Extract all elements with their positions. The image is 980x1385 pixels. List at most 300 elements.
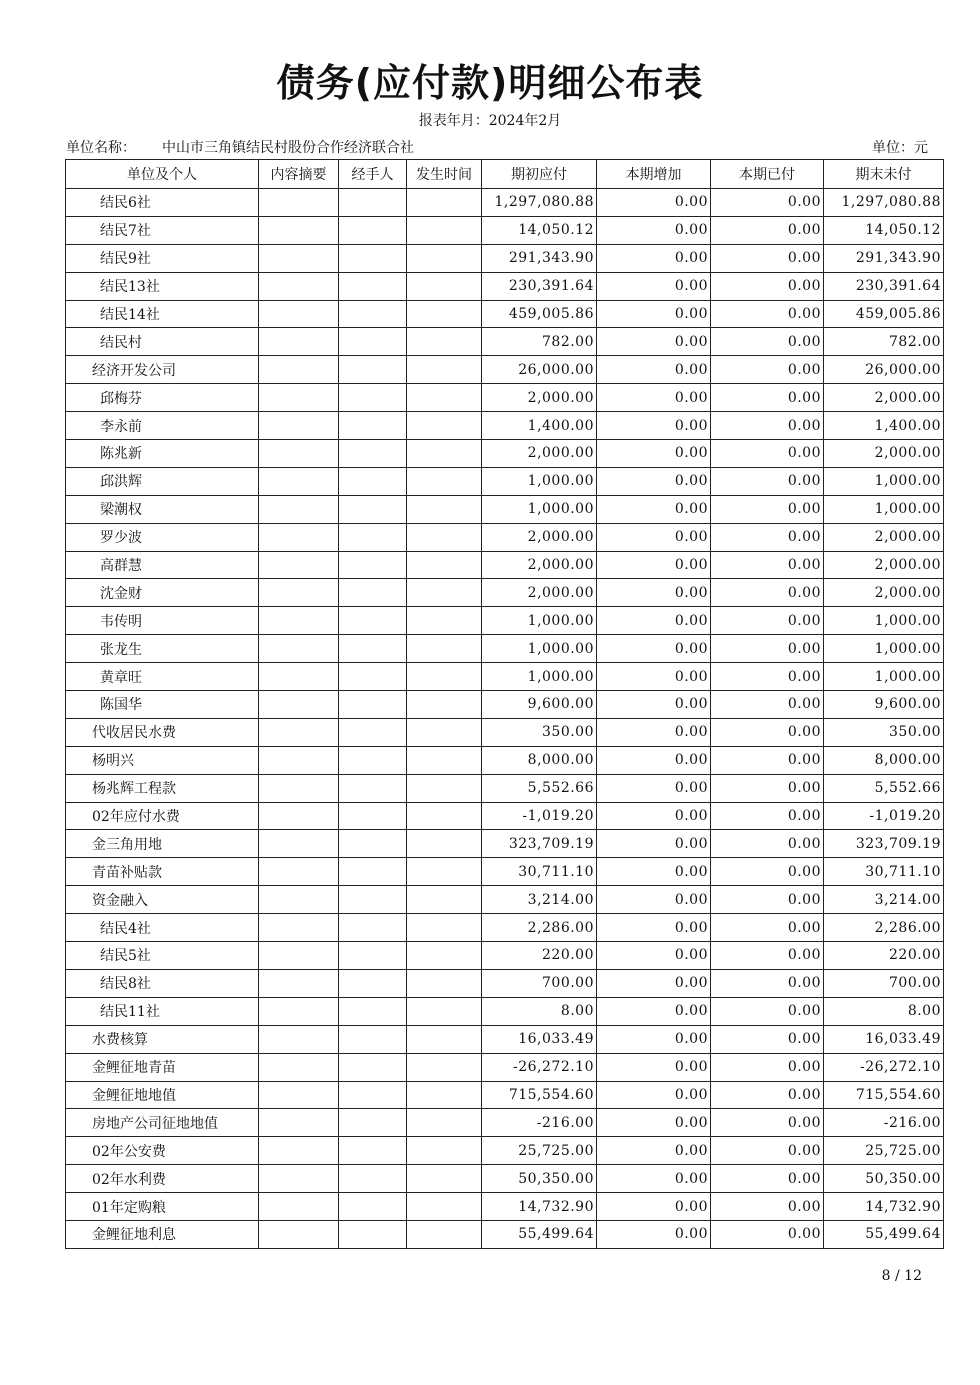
handler-cell xyxy=(339,969,407,997)
date-cell xyxy=(407,802,482,830)
opening-cell: 1,000.00 xyxy=(482,607,597,635)
name-cell xyxy=(66,495,259,523)
summary-cell xyxy=(259,1081,339,1109)
name-cell xyxy=(66,607,259,635)
summary-cell xyxy=(259,774,339,802)
party-name: 结民9社 xyxy=(100,251,151,268)
table-row xyxy=(66,495,944,523)
name-cell xyxy=(66,942,259,970)
table-row xyxy=(66,997,944,1025)
handler-cell xyxy=(339,1025,407,1053)
date-cell xyxy=(407,495,482,523)
increase-cell: 0.00 xyxy=(597,1025,711,1053)
handler-cell xyxy=(339,691,407,719)
paid-cell: 0.00 xyxy=(711,1109,824,1137)
increase-cell: 0.00 xyxy=(597,635,711,663)
date-cell xyxy=(407,691,482,719)
table-row xyxy=(66,914,944,942)
handler-cell xyxy=(339,802,407,830)
closing-cell: 30,711.10 xyxy=(824,858,944,886)
summary-cell xyxy=(259,718,339,746)
increase-cell: 0.00 xyxy=(597,942,711,970)
closing-cell: 2,000.00 xyxy=(824,551,944,579)
closing-cell: 2,000.00 xyxy=(824,523,944,551)
party-name: 金三角用地 xyxy=(92,836,162,853)
paid-cell: 0.00 xyxy=(711,1025,824,1053)
col-header-date: 发生时间 xyxy=(407,160,482,189)
party-name: 黄章旺 xyxy=(100,669,142,686)
opening-cell: 1,000.00 xyxy=(482,663,597,691)
col-header-opening: 期初应付 xyxy=(482,160,597,189)
table-row xyxy=(66,858,944,886)
paid-cell: 0.00 xyxy=(711,440,824,468)
paid-cell: 0.00 xyxy=(711,886,824,914)
handler-cell xyxy=(339,718,407,746)
closing-cell: 16,033.49 xyxy=(824,1025,944,1053)
currency-unit: 单位：元 xyxy=(872,140,928,156)
name-cell xyxy=(66,1137,259,1165)
unit-name-label: 单位名称： xyxy=(66,140,136,156)
summary-cell xyxy=(259,914,339,942)
date-cell xyxy=(407,746,482,774)
name-cell xyxy=(66,858,259,886)
name-cell xyxy=(66,440,259,468)
opening-cell: 1,297,080.88 xyxy=(482,189,597,217)
increase-cell: 0.00 xyxy=(597,663,711,691)
table-row xyxy=(66,774,944,802)
handler-cell xyxy=(339,300,407,328)
paid-cell: 0.00 xyxy=(711,579,824,607)
increase-cell: 0.00 xyxy=(597,356,711,384)
increase-cell: 0.00 xyxy=(597,244,711,272)
table-row xyxy=(66,440,944,468)
paid-cell: 0.00 xyxy=(711,356,824,384)
summary-cell xyxy=(259,551,339,579)
summary-cell xyxy=(259,356,339,384)
opening-cell: 291,343.90 xyxy=(482,244,597,272)
handler-cell xyxy=(339,1053,407,1081)
col-header-party: 单位及个人 xyxy=(66,160,259,189)
paid-cell: 0.00 xyxy=(711,1053,824,1081)
party-name: 代收居民水费 xyxy=(92,725,176,742)
name-cell xyxy=(66,830,259,858)
name-cell xyxy=(66,691,259,719)
name-cell xyxy=(66,1109,259,1137)
increase-cell: 0.00 xyxy=(597,914,711,942)
increase-cell: 0.00 xyxy=(597,467,711,495)
paid-cell: 0.00 xyxy=(711,718,824,746)
closing-cell: 2,000.00 xyxy=(824,384,944,412)
name-cell xyxy=(66,412,259,440)
increase-cell: 0.00 xyxy=(597,1053,711,1081)
opening-cell: 1,000.00 xyxy=(482,635,597,663)
summary-cell xyxy=(259,802,339,830)
opening-cell: 1,000.00 xyxy=(482,495,597,523)
page-title: 债务(应付款)明细公布表 xyxy=(276,61,704,105)
opening-cell: 2,000.00 xyxy=(482,523,597,551)
closing-cell: 14,732.90 xyxy=(824,1193,944,1221)
summary-cell xyxy=(259,272,339,300)
summary-cell xyxy=(259,523,339,551)
table-row xyxy=(66,328,944,356)
paid-cell: 0.00 xyxy=(711,746,824,774)
closing-cell: 1,000.00 xyxy=(824,635,944,663)
closing-cell: 1,000.00 xyxy=(824,607,944,635)
increase-cell: 0.00 xyxy=(597,830,711,858)
closing-cell: 700.00 xyxy=(824,969,944,997)
table-row xyxy=(66,412,944,440)
summary-cell xyxy=(259,244,339,272)
table-row xyxy=(66,244,944,272)
party-name: 水费核算 xyxy=(92,1032,148,1049)
opening-cell: 350.00 xyxy=(482,718,597,746)
date-cell xyxy=(407,718,482,746)
name-cell xyxy=(66,802,259,830)
paid-cell: 0.00 xyxy=(711,551,824,579)
opening-cell: 50,350.00 xyxy=(482,1165,597,1193)
paid-cell: 0.00 xyxy=(711,1193,824,1221)
increase-cell: 0.00 xyxy=(597,802,711,830)
table-row xyxy=(66,691,944,719)
summary-cell xyxy=(259,830,339,858)
table-row xyxy=(66,663,944,691)
increase-cell: 0.00 xyxy=(597,1193,711,1221)
closing-cell: -216.00 xyxy=(824,1109,944,1137)
party-name: 结民14社 xyxy=(100,307,160,323)
name-cell xyxy=(66,551,259,579)
opening-cell: 1,000.00 xyxy=(482,467,597,495)
date-cell xyxy=(407,830,482,858)
summary-cell xyxy=(259,997,339,1025)
closing-cell: 1,000.00 xyxy=(824,663,944,691)
name-cell xyxy=(66,997,259,1025)
opening-cell: 5,552.66 xyxy=(482,774,597,802)
summary-cell xyxy=(259,607,339,635)
increase-cell: 0.00 xyxy=(597,997,711,1025)
increase-cell: 0.00 xyxy=(597,1220,711,1248)
opening-cell: 14,050.12 xyxy=(482,216,597,244)
handler-cell xyxy=(339,942,407,970)
increase-cell: 0.00 xyxy=(597,384,711,412)
handler-cell xyxy=(339,1137,407,1165)
closing-cell: 459,005.86 xyxy=(824,300,944,328)
opening-cell: 9,600.00 xyxy=(482,691,597,719)
paid-cell: 0.00 xyxy=(711,914,824,942)
increase-cell: 0.00 xyxy=(597,774,711,802)
date-cell xyxy=(407,1025,482,1053)
closing-cell: 55,499.64 xyxy=(824,1220,944,1248)
opening-cell: 8.00 xyxy=(482,997,597,1025)
closing-cell: 291,343.90 xyxy=(824,244,944,272)
party-name: 02年水利费 xyxy=(92,1171,166,1188)
increase-cell: 0.00 xyxy=(597,858,711,886)
date-cell xyxy=(407,1081,482,1109)
paid-cell: 0.00 xyxy=(711,942,824,970)
opening-cell: 2,286.00 xyxy=(482,914,597,942)
paid-cell: 0.00 xyxy=(711,802,824,830)
party-name: 02年公安费 xyxy=(92,1143,166,1160)
summary-cell xyxy=(259,1165,339,1193)
name-cell xyxy=(66,1025,259,1053)
opening-cell: 700.00 xyxy=(482,969,597,997)
opening-cell: 230,391.64 xyxy=(482,272,597,300)
summary-cell xyxy=(259,1193,339,1221)
date-cell xyxy=(407,412,482,440)
summary-cell xyxy=(259,1220,339,1248)
party-name: 陈兆新 xyxy=(100,446,142,463)
summary-cell xyxy=(259,969,339,997)
summary-cell xyxy=(259,886,339,914)
party-name: 经济开发公司 xyxy=(92,362,176,379)
party-name: 高群慧 xyxy=(100,558,142,575)
handler-cell xyxy=(339,440,407,468)
summary-cell xyxy=(259,328,339,356)
table-row xyxy=(66,467,944,495)
col-header-summary: 内容摘要 xyxy=(259,160,339,189)
date-cell xyxy=(407,858,482,886)
paid-cell: 0.00 xyxy=(711,1081,824,1109)
date-cell xyxy=(407,1165,482,1193)
summary-cell xyxy=(259,495,339,523)
increase-cell: 0.00 xyxy=(597,969,711,997)
opening-cell: 220.00 xyxy=(482,942,597,970)
paid-cell: 0.00 xyxy=(711,412,824,440)
increase-cell: 0.00 xyxy=(597,886,711,914)
paid-cell: 0.00 xyxy=(711,189,824,217)
party-name: 结民村 xyxy=(100,334,142,351)
table-row xyxy=(66,942,944,970)
table-row xyxy=(66,802,944,830)
paid-cell: 0.00 xyxy=(711,523,824,551)
table-row xyxy=(66,1137,944,1165)
table-row xyxy=(66,1109,944,1137)
date-cell xyxy=(407,886,482,914)
summary-cell xyxy=(259,942,339,970)
party-name: 结民6社 xyxy=(100,195,151,212)
paid-cell: 0.00 xyxy=(711,774,824,802)
date-cell xyxy=(407,914,482,942)
closing-cell: 350.00 xyxy=(824,718,944,746)
handler-cell xyxy=(339,746,407,774)
handler-cell xyxy=(339,1109,407,1137)
date-cell xyxy=(407,300,482,328)
handler-cell xyxy=(339,858,407,886)
party-name: 金鲤征地地值 xyxy=(92,1087,176,1104)
increase-cell: 0.00 xyxy=(597,440,711,468)
name-cell xyxy=(66,328,259,356)
closing-cell: 1,297,080.88 xyxy=(824,189,944,217)
name-cell xyxy=(66,216,259,244)
name-cell xyxy=(66,718,259,746)
date-cell xyxy=(407,1109,482,1137)
table-row xyxy=(66,551,944,579)
table-row xyxy=(66,1165,944,1193)
paid-cell: 0.00 xyxy=(711,830,824,858)
handler-cell xyxy=(339,495,407,523)
date-cell xyxy=(407,216,482,244)
name-cell xyxy=(66,384,259,412)
party-name: 罗少波 xyxy=(100,530,142,547)
opening-cell: 459,005.86 xyxy=(482,300,597,328)
increase-cell: 0.00 xyxy=(597,300,711,328)
date-cell xyxy=(407,663,482,691)
date-cell xyxy=(407,356,482,384)
party-name: 结民11社 xyxy=(100,1004,160,1021)
increase-cell: 0.00 xyxy=(597,495,711,523)
opening-cell: 1,400.00 xyxy=(482,412,597,440)
increase-cell: 0.00 xyxy=(597,579,711,607)
handler-cell xyxy=(339,216,407,244)
paid-cell: 0.00 xyxy=(711,997,824,1025)
opening-cell: 715,554.60 xyxy=(482,1081,597,1109)
handler-cell xyxy=(339,1193,407,1221)
closing-cell: 1,400.00 xyxy=(824,412,944,440)
closing-cell: 715,554.60 xyxy=(824,1081,944,1109)
page-number: 8 / 12 xyxy=(881,1268,922,1284)
party-name: 资金融入 xyxy=(92,892,148,909)
table-row xyxy=(66,635,944,663)
name-cell xyxy=(66,914,259,942)
party-name: 韦传明 xyxy=(100,613,142,630)
table-row xyxy=(66,216,944,244)
table-row xyxy=(66,607,944,635)
party-name: 陈国华 xyxy=(100,697,142,714)
paid-cell: 0.00 xyxy=(711,1220,824,1248)
date-cell xyxy=(407,1053,482,1081)
closing-cell: 50,350.00 xyxy=(824,1165,944,1193)
handler-cell xyxy=(339,635,407,663)
opening-cell: -26,272.10 xyxy=(482,1053,597,1081)
closing-cell: 14,050.12 xyxy=(824,216,944,244)
name-cell xyxy=(66,1220,259,1248)
party-name: 青苗补贴款 xyxy=(92,864,162,881)
table-row xyxy=(66,1025,944,1053)
summary-cell xyxy=(259,1053,339,1081)
name-cell xyxy=(66,663,259,691)
name-cell xyxy=(66,635,259,663)
summary-cell xyxy=(259,579,339,607)
increase-cell: 0.00 xyxy=(597,718,711,746)
party-name: 杨明兴 xyxy=(92,753,134,770)
paid-cell: 0.00 xyxy=(711,969,824,997)
paid-cell: 0.00 xyxy=(711,858,824,886)
summary-cell xyxy=(259,1025,339,1053)
paid-cell: 0.00 xyxy=(711,244,824,272)
table-row xyxy=(66,1193,944,1221)
party-name: 房地产公司征地地值 xyxy=(92,1115,218,1132)
closing-cell: 2,286.00 xyxy=(824,914,944,942)
closing-cell: 3,214.00 xyxy=(824,886,944,914)
date-cell xyxy=(407,635,482,663)
closing-cell: 8,000.00 xyxy=(824,746,944,774)
date-cell xyxy=(407,942,482,970)
closing-cell: 25,725.00 xyxy=(824,1137,944,1165)
increase-cell: 0.00 xyxy=(597,272,711,300)
table-row xyxy=(66,579,944,607)
summary-cell xyxy=(259,691,339,719)
opening-cell: 30,711.10 xyxy=(482,858,597,886)
party-name: 02年应付水费 xyxy=(92,809,180,826)
table-row xyxy=(66,356,944,384)
increase-cell: 0.00 xyxy=(597,1137,711,1165)
handler-cell xyxy=(339,607,407,635)
closing-cell: -26,272.10 xyxy=(824,1053,944,1081)
unit-name: 中山市三角镇结民村股份合作经济联合社 xyxy=(162,140,414,156)
date-cell xyxy=(407,1137,482,1165)
table-row xyxy=(66,718,944,746)
increase-cell: 0.00 xyxy=(597,412,711,440)
closing-cell: 323,709.19 xyxy=(824,830,944,858)
opening-cell: -1,019.20 xyxy=(482,802,597,830)
handler-cell xyxy=(339,328,407,356)
party-name: 金鲤征地青苗 xyxy=(92,1060,176,1077)
party-name: 杨兆辉工程款 xyxy=(92,781,176,798)
name-cell xyxy=(66,1193,259,1221)
handler-cell xyxy=(339,1165,407,1193)
increase-cell: 0.00 xyxy=(597,1109,711,1137)
paid-cell: 0.00 xyxy=(711,272,824,300)
opening-cell: 55,499.64 xyxy=(482,1220,597,1248)
closing-cell: -1,019.20 xyxy=(824,802,944,830)
name-cell xyxy=(66,244,259,272)
handler-cell xyxy=(339,189,407,217)
increase-cell: 0.00 xyxy=(597,523,711,551)
name-cell xyxy=(66,467,259,495)
increase-cell: 0.00 xyxy=(597,551,711,579)
date-cell xyxy=(407,244,482,272)
closing-cell: 8.00 xyxy=(824,997,944,1025)
summary-cell xyxy=(259,858,339,886)
summary-cell xyxy=(259,467,339,495)
paid-cell: 0.00 xyxy=(711,467,824,495)
opening-cell: -216.00 xyxy=(482,1109,597,1137)
date-cell xyxy=(407,467,482,495)
increase-cell: 0.00 xyxy=(597,1165,711,1193)
increase-cell: 0.00 xyxy=(597,189,711,217)
party-name: 梁潮权 xyxy=(100,502,142,519)
summary-cell xyxy=(259,216,339,244)
handler-cell xyxy=(339,272,407,300)
summary-cell xyxy=(259,1137,339,1165)
summary-cell xyxy=(259,635,339,663)
opening-cell: 2,000.00 xyxy=(482,579,597,607)
date-cell xyxy=(407,551,482,579)
name-cell xyxy=(66,886,259,914)
name-cell xyxy=(66,1053,259,1081)
increase-cell: 0.00 xyxy=(597,746,711,774)
name-cell xyxy=(66,1165,259,1193)
opening-cell: 14,732.90 xyxy=(482,1193,597,1221)
date-cell xyxy=(407,328,482,356)
table-row xyxy=(66,886,944,914)
paid-cell: 0.00 xyxy=(711,635,824,663)
increase-cell: 0.00 xyxy=(597,216,711,244)
party-name: 金鲤征地利息 xyxy=(92,1227,176,1244)
report-period: 报表年月：2024年2月 xyxy=(418,113,562,129)
summary-cell xyxy=(259,440,339,468)
opening-cell: 26,000.00 xyxy=(482,356,597,384)
increase-cell: 0.00 xyxy=(597,328,711,356)
closing-cell: 2,000.00 xyxy=(824,440,944,468)
closing-cell: 26,000.00 xyxy=(824,356,944,384)
table-row xyxy=(66,1081,944,1109)
party-name: 沈金财 xyxy=(100,585,142,602)
name-cell xyxy=(66,272,259,300)
opening-cell: 16,033.49 xyxy=(482,1025,597,1053)
closing-cell: 9,600.00 xyxy=(824,691,944,719)
increase-cell: 0.00 xyxy=(597,607,711,635)
handler-cell xyxy=(339,886,407,914)
